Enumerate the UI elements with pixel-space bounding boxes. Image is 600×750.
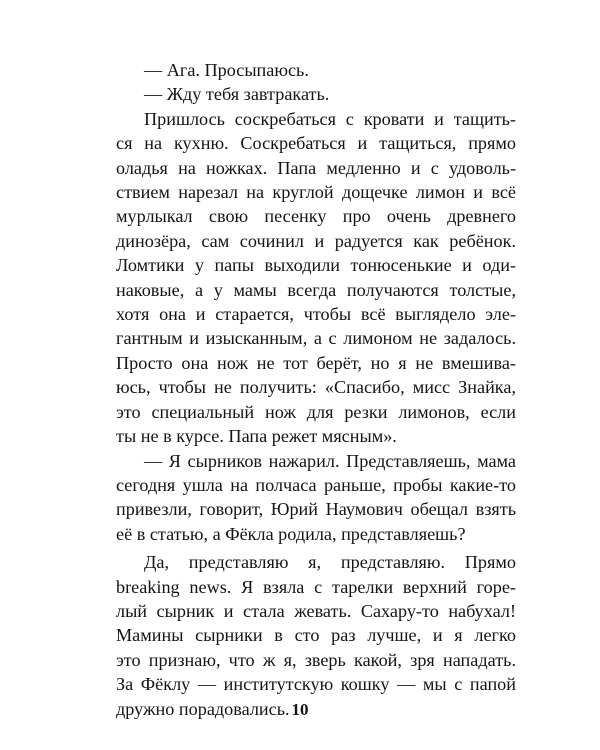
paragraph-5 (116, 550, 516, 721)
text-line: наковые, а у мамы всегда получаются толстые, (116, 279, 516, 300)
paragraph-1 (116, 58, 516, 82)
text-line: сегодня ушла на полчаса раньше, пробы какие-то (116, 474, 516, 495)
text-line: — Ага. Просыпаюсь. (144, 60, 309, 80)
text-line: ся на кухню. Соскребаться и тащиться, прямо (116, 133, 516, 154)
text-line: юсь, чтобы не получить: «Спасибо, мисс Знайка, (116, 377, 516, 398)
text-line: Мамины сырники в сто раз лучше, и я легко (116, 625, 516, 646)
text-line: — Жду тебя завтракать. (144, 84, 330, 105)
paragraph-4 (116, 449, 516, 547)
text-line: привезли, говорит, Юрий Наумович обещал взять (116, 499, 516, 520)
text-line: это признаю, что ж я, зверь какой, зря нападать. (116, 649, 516, 670)
text-line: лый сырник и стала жевать. Сахару-то набухал! (116, 600, 516, 621)
text-line: её в статью, а Фёкла родила, представляешь? (116, 523, 466, 544)
page-number: 10 (291, 700, 309, 719)
text-line: гантным и изысканным, а с лимоном не задалось. (116, 328, 516, 349)
text-line: — Я сырников нажарил. Представляешь, мама (144, 450, 516, 471)
paragraph-2 (116, 82, 516, 106)
text-line: За Фёклу — институтскую кошку — мы с папой (116, 674, 516, 695)
paragraph-3 (116, 107, 516, 449)
text-line: ствием нарезал на круглой дощечке лимон и всё (116, 182, 516, 203)
text-line: хотя она и старается, чтобы всё выглядело эле- (116, 304, 516, 325)
text-line: мурлыкал свою песенку про очень древнего (116, 206, 516, 227)
text-line: это специальный нож для резки лимонов, если (116, 401, 516, 422)
text-line: Пришлось соскребаться с кровати и тащить- (144, 108, 516, 129)
text-line: Просто она нож не тот берёт, но я не вмешива- (116, 352, 516, 373)
text-line: дружно порадовались. (116, 698, 290, 719)
text-line: оладья на ножках. Папа медленно и с удоволь- (116, 157, 516, 178)
text-line: breaking news. Я взяла с тарелки верхний горе- (116, 576, 516, 597)
text-line: ты не в курсе. Папа режет мясным». (116, 426, 397, 447)
text-line: Да, представляю я, представляю. Прямо (144, 552, 516, 573)
book-page-text (116, 58, 516, 721)
text-line: Ломтики у папы выходили тонюсенькие и оди- (116, 255, 516, 276)
text-line: динозёра, сам сочинил и радуется как ребёнок. (116, 230, 516, 251)
